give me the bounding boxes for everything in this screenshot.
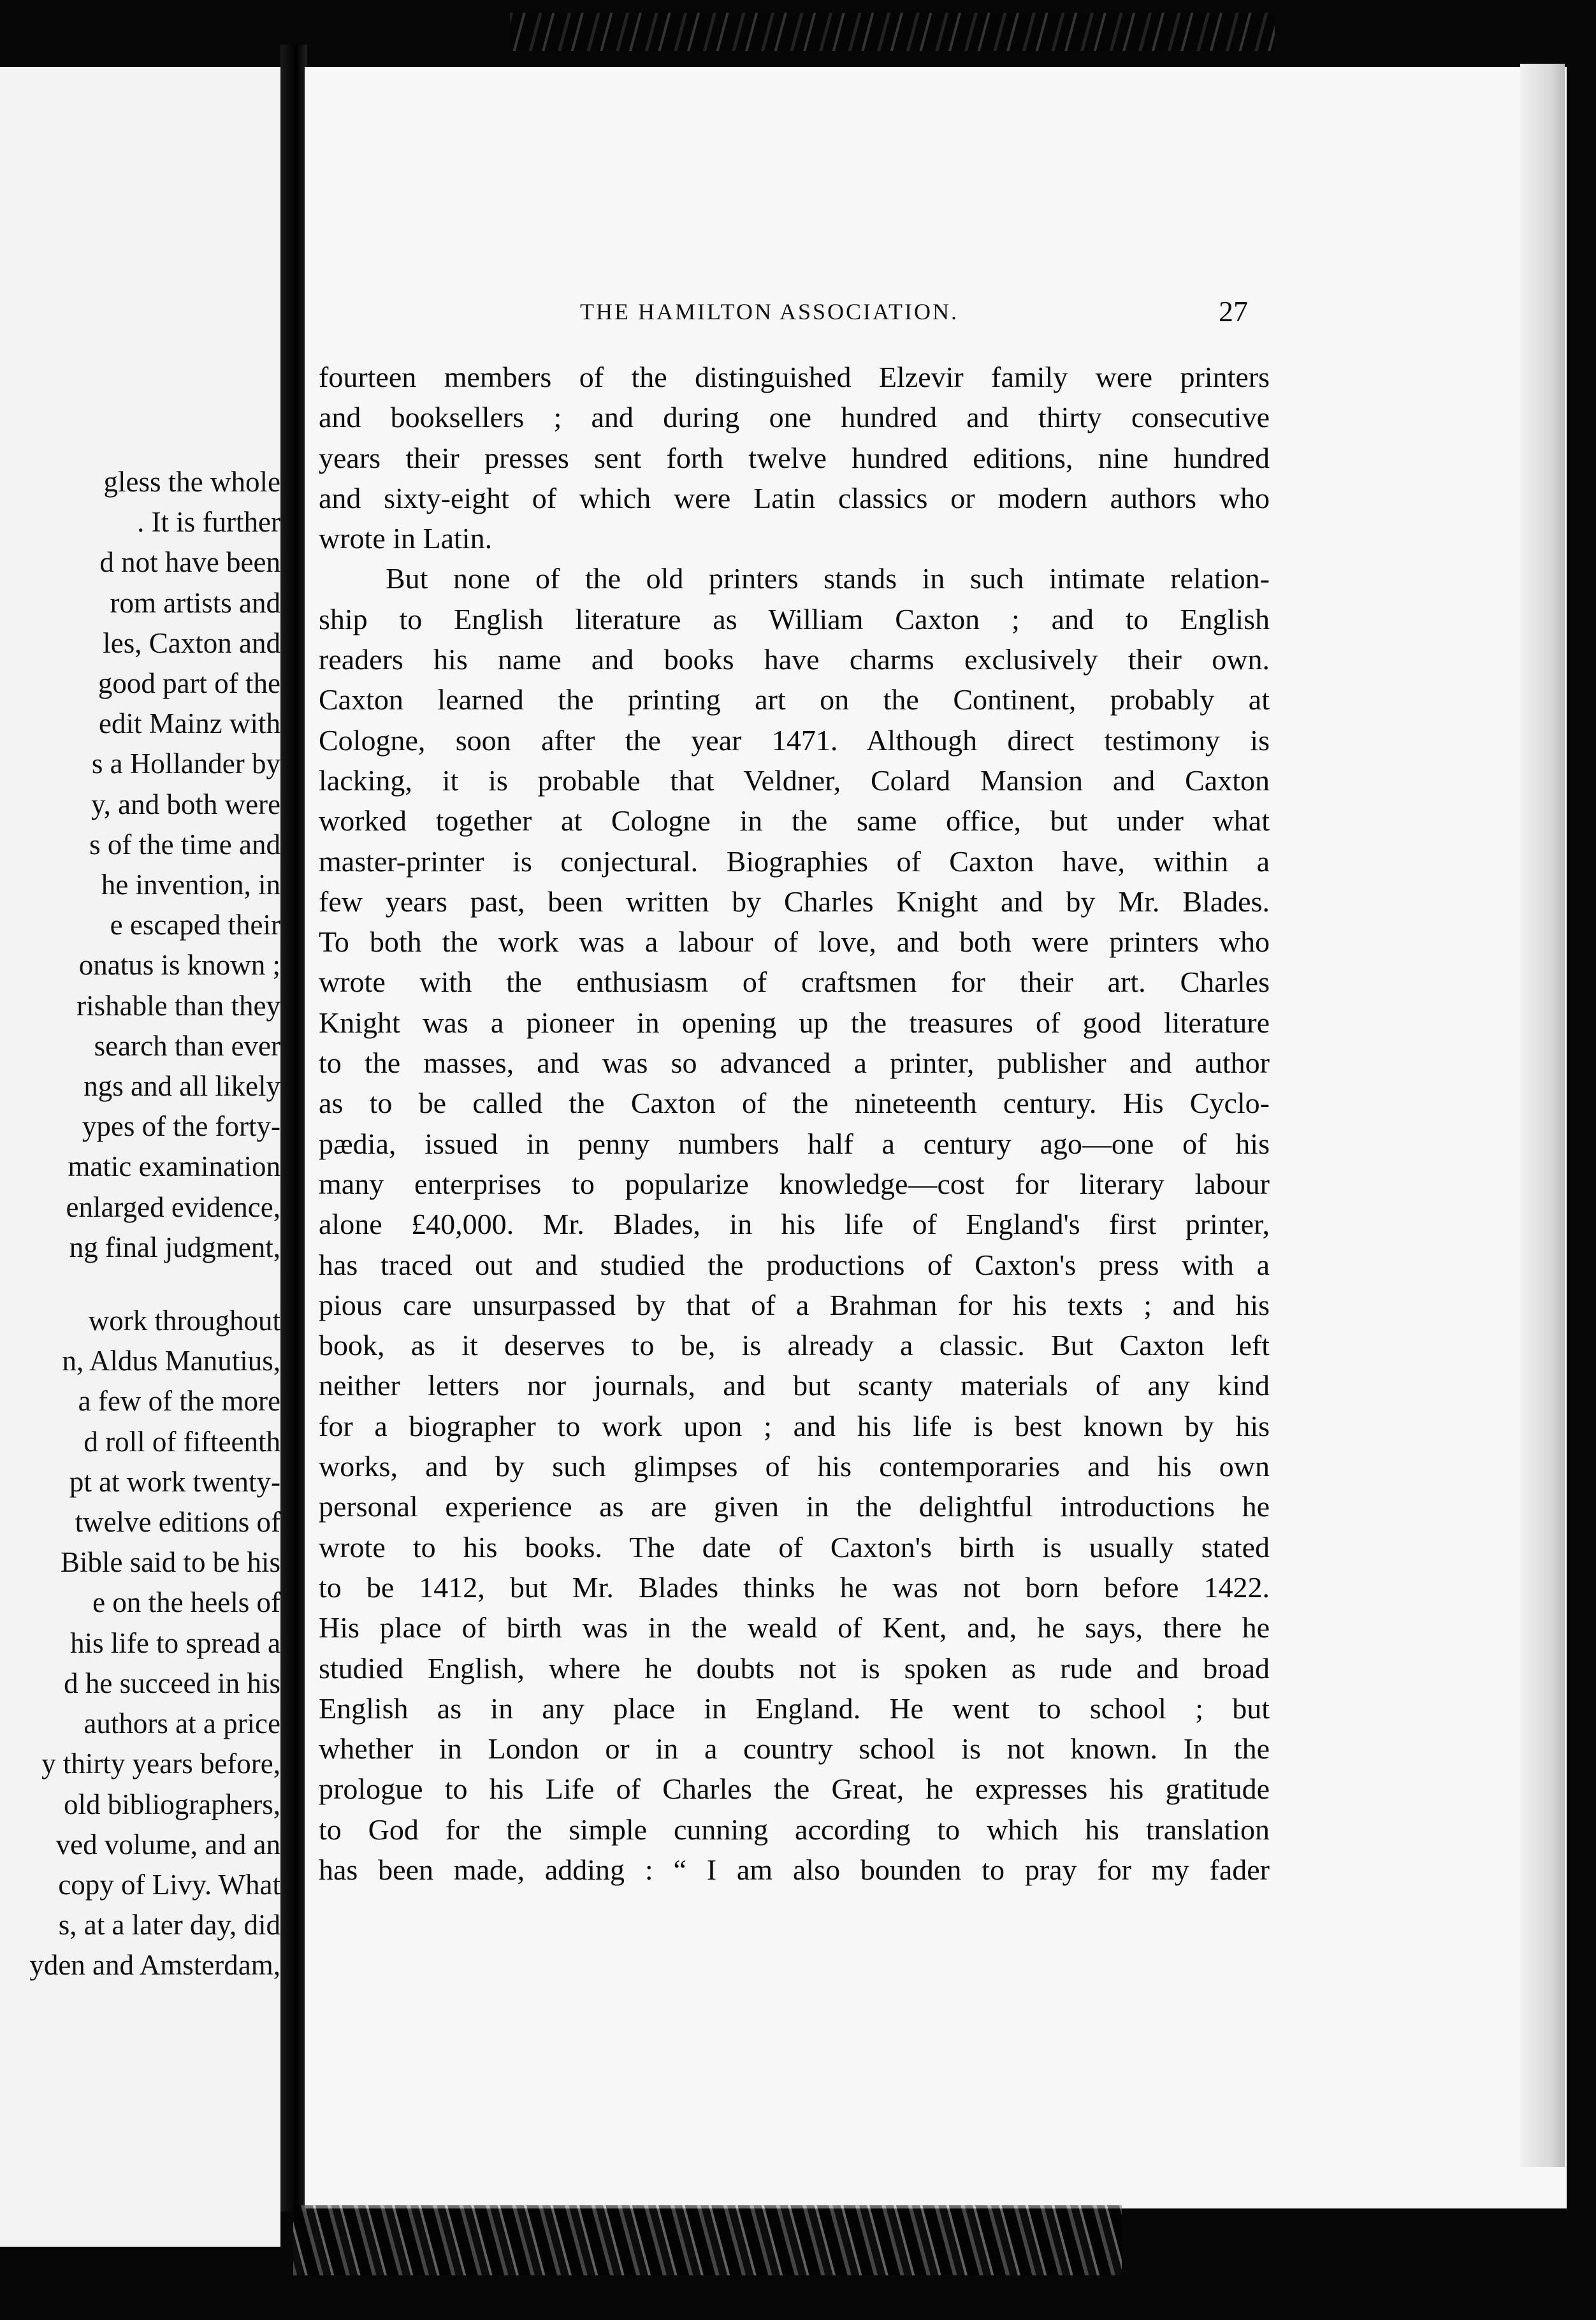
body-line: English as in any place in England. He went to school ; but bbox=[319, 1692, 1270, 1725]
left-page-line: matic examination bbox=[68, 1150, 280, 1183]
top-scan-noise bbox=[510, 13, 1275, 51]
body-line: years their presses sent forth twelve hundred editions, nine hundred bbox=[319, 441, 1270, 474]
body-line: studied English, where he doubts not is spoken as rude and broad bbox=[319, 1651, 1270, 1685]
left-page-line: d roll of fifteenth bbox=[83, 1425, 280, 1458]
left-page-line: . It is further bbox=[137, 506, 280, 539]
left-page-line: twelve editions of bbox=[75, 1506, 280, 1539]
body-line: has traced out and studied the productions of Caxton's press with a bbox=[319, 1248, 1270, 1281]
left-page-line: ved volume, and an bbox=[55, 1828, 280, 1860]
left-page-line: ypes of the forty- bbox=[82, 1110, 280, 1143]
left-page-line: good part of the bbox=[98, 667, 280, 700]
left-page-line bbox=[0, 1268, 280, 1301]
left-page-line: d not have been bbox=[99, 546, 280, 579]
running-head: THE HAMILTON ASSOCIATION. bbox=[580, 299, 959, 324]
body-line: wrote with the enthusiasm of craftsmen for their art. Charles bbox=[319, 966, 1270, 999]
body-line: ship to English literature as William Caxton ; and to English bbox=[319, 602, 1270, 635]
body-line: for a biographer to work upon ; and his life is best known by his bbox=[319, 1409, 1270, 1442]
left-page-line: onatus is known ; bbox=[78, 949, 280, 982]
body-line: pious care unsurpassed by that of a Brahman for his texts ; and his bbox=[319, 1288, 1270, 1321]
bottom-scan-noise bbox=[293, 2205, 1122, 2275]
body-line: wrote to his books. The date of Caxton's birth is usually stated bbox=[319, 1530, 1270, 1563]
left-page-text bbox=[0, 462, 280, 1986]
left-page-line: s a Hollander by bbox=[91, 748, 280, 780]
left-page-line: e escaped their bbox=[110, 909, 280, 941]
body-line: But none of the old printers stands in such intimate relation- bbox=[386, 562, 1270, 595]
body-line: book, as it deserves to be, is already a classic. But Caxton left bbox=[319, 1329, 1270, 1362]
left-page-line: his life to spread a bbox=[70, 1627, 280, 1659]
body-line: To both the work was a labour of love, and both were printers who bbox=[319, 925, 1270, 959]
left-page-line: ngs and all likely bbox=[83, 1070, 280, 1103]
left-page-line: enlarged evidence, bbox=[66, 1191, 280, 1223]
body-line: readers his name and books have charms exclusively their own. bbox=[319, 643, 1270, 676]
left-page-line: authors at a price bbox=[83, 1707, 280, 1740]
left-page-line: s of the time and bbox=[89, 828, 280, 860]
left-page-line: n, Aldus Manutius, bbox=[62, 1345, 280, 1377]
body-line: works, and by such glimpses of his contemporaries and his own bbox=[319, 1450, 1270, 1483]
left-page-line: yden and Amsterdam, bbox=[29, 1949, 280, 1982]
left-page-line: a few of the more bbox=[78, 1385, 280, 1417]
body-line: His place of birth was in the weald of Kent, and, he says, there he bbox=[319, 1611, 1270, 1644]
book-gutter bbox=[280, 45, 307, 2212]
left-page-line: d he succeed in his bbox=[64, 1667, 280, 1699]
left-page-line: search than ever bbox=[94, 1029, 280, 1062]
body-line: prologue to his Life of Charles the Great, he expresses his gratitude bbox=[319, 1773, 1270, 1806]
left-page-line: e on the heels of bbox=[92, 1586, 280, 1619]
left-page-line: he invention, in bbox=[101, 869, 280, 901]
body-line: to God for the simple cunning according to which his translation bbox=[319, 1813, 1270, 1846]
body-line: alone £40,000. Mr. Blades, in his life of England's first printer, bbox=[319, 1208, 1270, 1241]
body-line: pædia, issued in penny numbers half a century ago—one of his bbox=[319, 1127, 1270, 1160]
body-line: to the masses, and was so advanced a printer, publisher and author bbox=[319, 1047, 1270, 1080]
left-page-line: Bible said to be his bbox=[61, 1546, 280, 1579]
body-line: to be 1412, but Mr. Blades thinks he was not born before 1422. bbox=[319, 1570, 1270, 1604]
left-page-line: copy of Livy. What bbox=[58, 1868, 280, 1901]
left-page-line: rishable than they bbox=[76, 989, 280, 1022]
body-line: wrote in Latin. bbox=[319, 522, 493, 555]
left-page-line: gless the whole bbox=[103, 466, 280, 498]
body-line: and booksellers ; and during one hundred and thirty consecutive bbox=[319, 401, 1270, 434]
left-page-line: pt at work twenty- bbox=[69, 1465, 280, 1498]
left-page-line: ng final judgment, bbox=[69, 1231, 280, 1263]
body-line: neither letters nor journals, and but scanty materials of any kind bbox=[319, 1369, 1270, 1402]
body-line: Knight was a pioneer in opening up the treasures of good literature bbox=[319, 1006, 1270, 1039]
body-line: as to be called the Caxton of the nineteenth century. His Cyclo- bbox=[319, 1087, 1270, 1120]
left-page-line: y, and both were bbox=[91, 788, 280, 820]
body-line: whether in London or in a country school is not known. In the bbox=[319, 1732, 1270, 1765]
body-line: lacking, it is probable that Veldner, Colard Mansion and Caxton bbox=[319, 764, 1270, 797]
body-line: master-printer is conjectural. Biographies of Caxton have, within a bbox=[319, 845, 1270, 878]
body-line: Cologne, soon after the year 1471. Although direct testimony is bbox=[319, 723, 1270, 757]
left-page-line: les, Caxton and bbox=[103, 627, 280, 659]
left-page-line: old bibliographers, bbox=[64, 1788, 280, 1820]
left-facing-page bbox=[0, 67, 280, 2247]
body-line: has been made, adding : “ I am also bounden to pray for my fader bbox=[319, 1853, 1270, 1886]
page-edge bbox=[1520, 64, 1565, 2167]
left-page-line: y thirty years before, bbox=[41, 1748, 280, 1780]
body-text bbox=[319, 357, 1270, 1890]
body-line: worked together at Cologne in the same office, but under what bbox=[319, 804, 1270, 837]
left-page-line: s, at a later day, did bbox=[58, 1909, 280, 1941]
body-line: fourteen members of the distinguished Elzevir family were printers bbox=[319, 361, 1270, 393]
body-line: many enterprises to popularize knowledge—cost for literary labour bbox=[319, 1167, 1270, 1200]
body-line: and sixty-eight of which were Latin classics or modern authors who bbox=[319, 481, 1270, 514]
body-line: Caxton learned the printing art on the Continent, probably at bbox=[319, 683, 1270, 716]
body-line: personal experience as are given in the delightful introductions he bbox=[319, 1490, 1270, 1523]
left-page-line: work throughout bbox=[88, 1305, 280, 1337]
page-number: 27 bbox=[1219, 295, 1248, 328]
body-line: few years past, been written by Charles Knight and by Mr. Blades. bbox=[319, 885, 1270, 918]
left-page-line: edit Mainz with bbox=[99, 707, 280, 740]
left-page-line: rom artists and bbox=[110, 586, 280, 619]
